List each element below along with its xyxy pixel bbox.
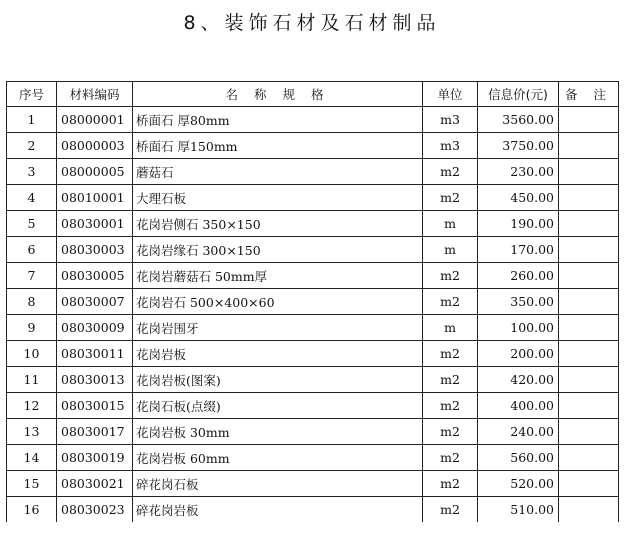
cell-price: 510.00 [478, 497, 559, 523]
cell-unit: m [423, 211, 478, 237]
cell-remark [559, 133, 619, 159]
table-row [7, 315, 619, 341]
table-row [7, 107, 619, 133]
cell-unit: m2 [423, 471, 478, 497]
cell-price: 200.00 [478, 341, 559, 367]
cell-remark [559, 367, 619, 393]
cell-code: 08000005 [57, 159, 133, 185]
cell-name: 花岗岩板(图案) [133, 367, 423, 393]
cell-unit: m3 [423, 107, 478, 133]
cell-code: 08030009 [57, 315, 133, 341]
table-row [7, 497, 619, 523]
table-row [7, 445, 619, 471]
cell-name: 花岗岩围牙 [133, 315, 423, 341]
table-row [7, 133, 619, 159]
cell-remark [559, 263, 619, 289]
cell-seq: 7 [7, 263, 57, 289]
cell-unit: m [423, 315, 478, 341]
cell-code: 08030007 [57, 289, 133, 315]
page-title: 8、装饰石材及石材制品 [183, 12, 441, 34]
cell-price: 100.00 [478, 315, 559, 341]
cell-remark [559, 185, 619, 211]
cell-code: 08010001 [57, 185, 133, 211]
cell-name: 花岗岩侧石 350×150 [133, 211, 423, 237]
price-table [6, 81, 619, 522]
cell-name: 花岗岩缘石 300×150 [133, 237, 423, 263]
cell-seq: 14 [7, 445, 57, 471]
cell-seq: 15 [7, 471, 57, 497]
header-unit: 单位 [423, 82, 478, 107]
cell-unit: m2 [423, 159, 478, 185]
cell-price: 240.00 [478, 419, 559, 445]
cell-code: 08000001 [57, 107, 133, 133]
cell-remark [559, 159, 619, 185]
cell-name: 桥面石 厚150mm [133, 133, 423, 159]
table-row [7, 367, 619, 393]
cell-code: 08030019 [57, 445, 133, 471]
cell-name: 碎花岗岩板 [133, 497, 423, 523]
cell-remark [559, 237, 619, 263]
cell-code: 08030015 [57, 393, 133, 419]
cell-price: 450.00 [478, 185, 559, 211]
cell-price: 3750.00 [478, 133, 559, 159]
table-row [7, 185, 619, 211]
cell-seq: 9 [7, 315, 57, 341]
cell-unit: m2 [423, 445, 478, 471]
table-row [7, 289, 619, 315]
cell-remark [559, 497, 619, 523]
cell-seq: 12 [7, 393, 57, 419]
cell-remark [559, 315, 619, 341]
table-body [7, 107, 619, 523]
cell-name: 碎花岗石板 [133, 471, 423, 497]
cell-seq: 1 [7, 107, 57, 133]
table-row [7, 263, 619, 289]
cell-code: 08030003 [57, 237, 133, 263]
cell-price: 260.00 [478, 263, 559, 289]
cell-name: 花岗岩板 [133, 341, 423, 367]
cell-name: 桥面石 厚80mm [133, 107, 423, 133]
cell-seq: 3 [7, 159, 57, 185]
cell-price: 520.00 [478, 471, 559, 497]
cell-seq: 16 [7, 497, 57, 523]
cell-remark [559, 471, 619, 497]
cell-code: 08030001 [57, 211, 133, 237]
cell-code: 08030021 [57, 471, 133, 497]
cell-unit: m2 [423, 341, 478, 367]
cell-code: 08030011 [57, 341, 133, 367]
cell-seq: 4 [7, 185, 57, 211]
cell-seq: 10 [7, 341, 57, 367]
cell-name: 花岗石板(点缀) [133, 393, 423, 419]
cell-unit: m3 [423, 133, 478, 159]
header-remark: 备 注 [559, 82, 619, 107]
cell-price: 400.00 [478, 393, 559, 419]
cell-name: 花岗岩板 30mm [133, 419, 423, 445]
table-header-row [7, 82, 619, 107]
cell-price: 190.00 [478, 211, 559, 237]
cell-price: 230.00 [478, 159, 559, 185]
cell-unit: m2 [423, 393, 478, 419]
cell-unit: m2 [423, 367, 478, 393]
table-row [7, 159, 619, 185]
cell-name: 蘑菇石 [133, 159, 423, 185]
cell-code: 08030023 [57, 497, 133, 523]
header-name: 名 称 规 格 [133, 82, 423, 107]
cell-remark [559, 107, 619, 133]
cell-price: 3560.00 [478, 107, 559, 133]
table-row [7, 237, 619, 263]
cell-price: 420.00 [478, 367, 559, 393]
cell-code: 08030013 [57, 367, 133, 393]
cell-name: 花岗岩蘑菇石 50mm厚 [133, 263, 423, 289]
cell-unit: m2 [423, 497, 478, 523]
cell-seq: 11 [7, 367, 57, 393]
cell-price: 170.00 [478, 237, 559, 263]
cell-name: 大理石板 [133, 185, 423, 211]
cell-unit: m2 [423, 419, 478, 445]
cell-remark [559, 289, 619, 315]
cell-seq: 2 [7, 133, 57, 159]
cell-seq: 6 [7, 237, 57, 263]
header-seq: 序号 [7, 82, 57, 107]
cell-name: 花岗岩板 60mm [133, 445, 423, 471]
cell-remark [559, 419, 619, 445]
cell-unit: m2 [423, 289, 478, 315]
table-row [7, 341, 619, 367]
cell-code: 08000003 [57, 133, 133, 159]
cell-unit: m2 [423, 263, 478, 289]
cell-seq: 8 [7, 289, 57, 315]
header-price: 信息价(元) [478, 82, 559, 107]
header-code: 材料编码 [57, 82, 133, 107]
cell-code: 08030005 [57, 263, 133, 289]
cell-remark [559, 445, 619, 471]
cell-remark [559, 393, 619, 419]
cell-price: 560.00 [478, 445, 559, 471]
table-row [7, 211, 619, 237]
cell-seq: 13 [7, 419, 57, 445]
cell-unit: m [423, 237, 478, 263]
cell-remark [559, 341, 619, 367]
cell-unit: m2 [423, 185, 478, 211]
cell-seq: 5 [7, 211, 57, 237]
cell-remark [559, 211, 619, 237]
cell-code: 08030017 [57, 419, 133, 445]
cell-name: 花岗岩石 500×400×60 [133, 289, 423, 315]
table-row [7, 419, 619, 445]
table-row [7, 471, 619, 497]
cell-price: 350.00 [478, 289, 559, 315]
table-row [7, 393, 619, 419]
